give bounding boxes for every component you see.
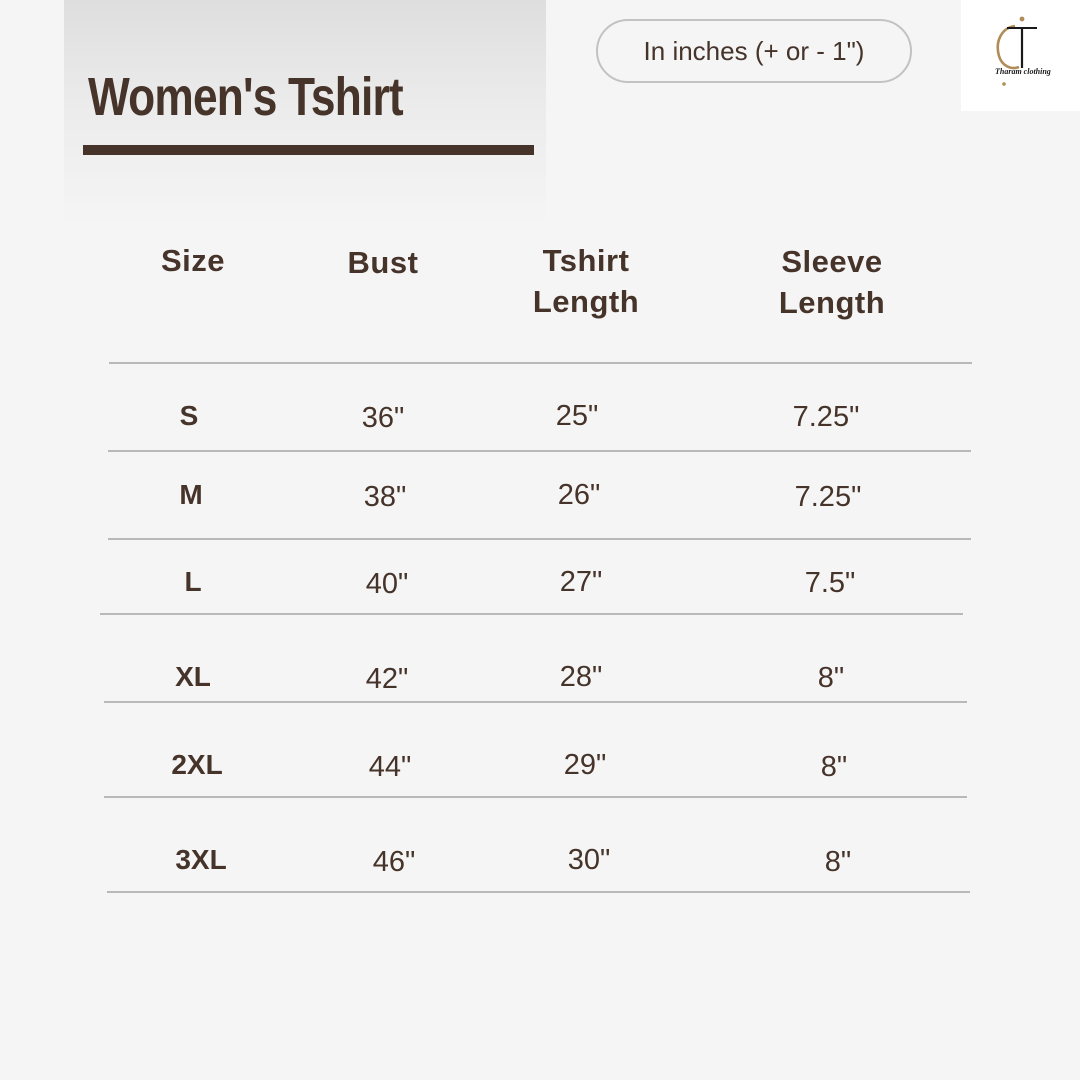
- column-header-sleeve-length-line1: Sleeve: [781, 244, 883, 279]
- row-divider: [104, 701, 967, 703]
- row-divider: [100, 613, 963, 615]
- bust-cell: 44": [368, 751, 412, 783]
- page-title: Women's Tshirt: [88, 67, 403, 127]
- sleeve-length-cell: 8": [817, 662, 845, 694]
- row-divider: [108, 450, 971, 452]
- size-cell: 2XL: [171, 749, 223, 780]
- sleeve-length-cell: 7.25": [794, 481, 862, 513]
- column-header-tshirt-length-line2: Length: [532, 284, 640, 319]
- bust-cell: 40": [365, 568, 409, 600]
- bust-cell: 36": [361, 402, 405, 434]
- sleeve-length-cell: 7.5": [804, 567, 856, 599]
- tshirt-length-cell: 29": [563, 749, 607, 781]
- tshirt-length-cell: 26": [557, 479, 601, 511]
- column-header-tshirt-length-line1: Tshirt: [542, 243, 630, 278]
- column-header-bust-line: Bust: [347, 245, 419, 280]
- tshirt-length-cell: 25": [555, 400, 599, 432]
- size-cell: L: [184, 566, 202, 597]
- column-header-sleeve-length-line2: Length: [778, 285, 886, 320]
- column-header-sleeve-length: [762, 241, 902, 323]
- tshirt-length-cell: 28": [559, 661, 603, 693]
- column-header-tshirt-length: [516, 240, 656, 322]
- column-header-size-line: Size: [160, 243, 226, 278]
- logo-caption: Tharam clothing: [995, 67, 1051, 76]
- row-divider: [104, 796, 967, 798]
- header-divider: [109, 362, 972, 364]
- bust-cell: 46": [372, 846, 416, 878]
- row-divider: [107, 891, 970, 893]
- sleeve-length-cell: 7.25": [792, 401, 860, 433]
- bust-cell: 38": [363, 481, 407, 513]
- tshirt-length-cell: 27": [559, 566, 603, 598]
- size-cell: S: [179, 400, 199, 431]
- size-cell: 3XL: [175, 844, 227, 875]
- column-header-size: [143, 240, 243, 281]
- unit-note-badge: In inches (+ or - 1"): [596, 19, 912, 83]
- column-header-bust: [333, 242, 433, 283]
- sleeve-length-cell: 8": [824, 846, 852, 878]
- size-cell: XL: [175, 661, 211, 692]
- bust-cell: 42": [365, 663, 409, 695]
- tshirt-length-cell: 30": [567, 844, 611, 876]
- sleeve-length-cell: 8": [820, 751, 848, 783]
- row-divider: [108, 538, 971, 540]
- size-cell: M: [179, 479, 203, 510]
